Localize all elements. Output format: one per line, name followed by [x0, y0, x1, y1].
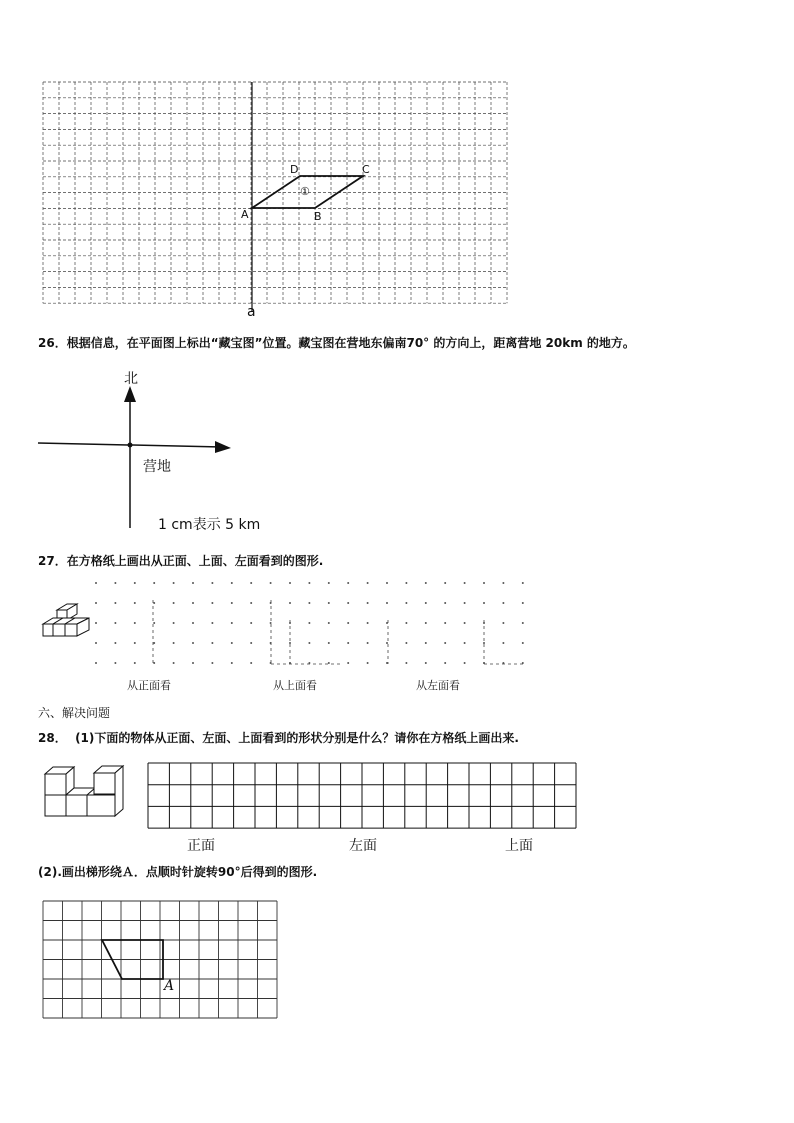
- point-label-a: A: [241, 208, 249, 221]
- section-title: 六、解决问题: [38, 706, 111, 720]
- question-text: 根据信息，在平面图上标出“藏宝图”位置。藏宝图在营地东偏南70° 的方向上，距离营地 20km 的地方。: [66, 336, 635, 350]
- question-number: 26．: [38, 336, 67, 350]
- question-text: (1)下面的物体从正面、左面、上面看到的形状分别是什么？请你在方格纸上画出来.: [75, 731, 519, 745]
- question-28-part2: (2).画出梯形绕Ａ．点顺时针旋转90°后得到的图形.: [38, 865, 318, 879]
- view-label-top: 上面: [505, 838, 533, 854]
- scale-label: 1 cm表示 5 km: [158, 517, 261, 533]
- question-text: 在方格纸上画出从正面、上面、左面看到的图形.: [66, 554, 324, 568]
- axis-label: a: [247, 304, 256, 320]
- point-label-c: C: [362, 163, 370, 176]
- camp-label: 营地: [143, 459, 171, 475]
- view-label-front: 从正面看: [127, 679, 171, 692]
- north-label: 北: [124, 371, 138, 387]
- point-label-d: D: [290, 163, 299, 176]
- question-number: 28．: [38, 731, 67, 745]
- point-label-a: A: [164, 978, 175, 994]
- view-label-left: 从左面看: [416, 679, 460, 692]
- view-label-front: 正面: [187, 838, 215, 854]
- shape-marker: ①: [300, 185, 310, 198]
- point-label-b: B: [314, 210, 322, 223]
- question-number: 27．: [38, 554, 67, 568]
- view-label-left: 左面: [349, 838, 377, 854]
- view-label-top: 从上面看: [273, 679, 317, 692]
